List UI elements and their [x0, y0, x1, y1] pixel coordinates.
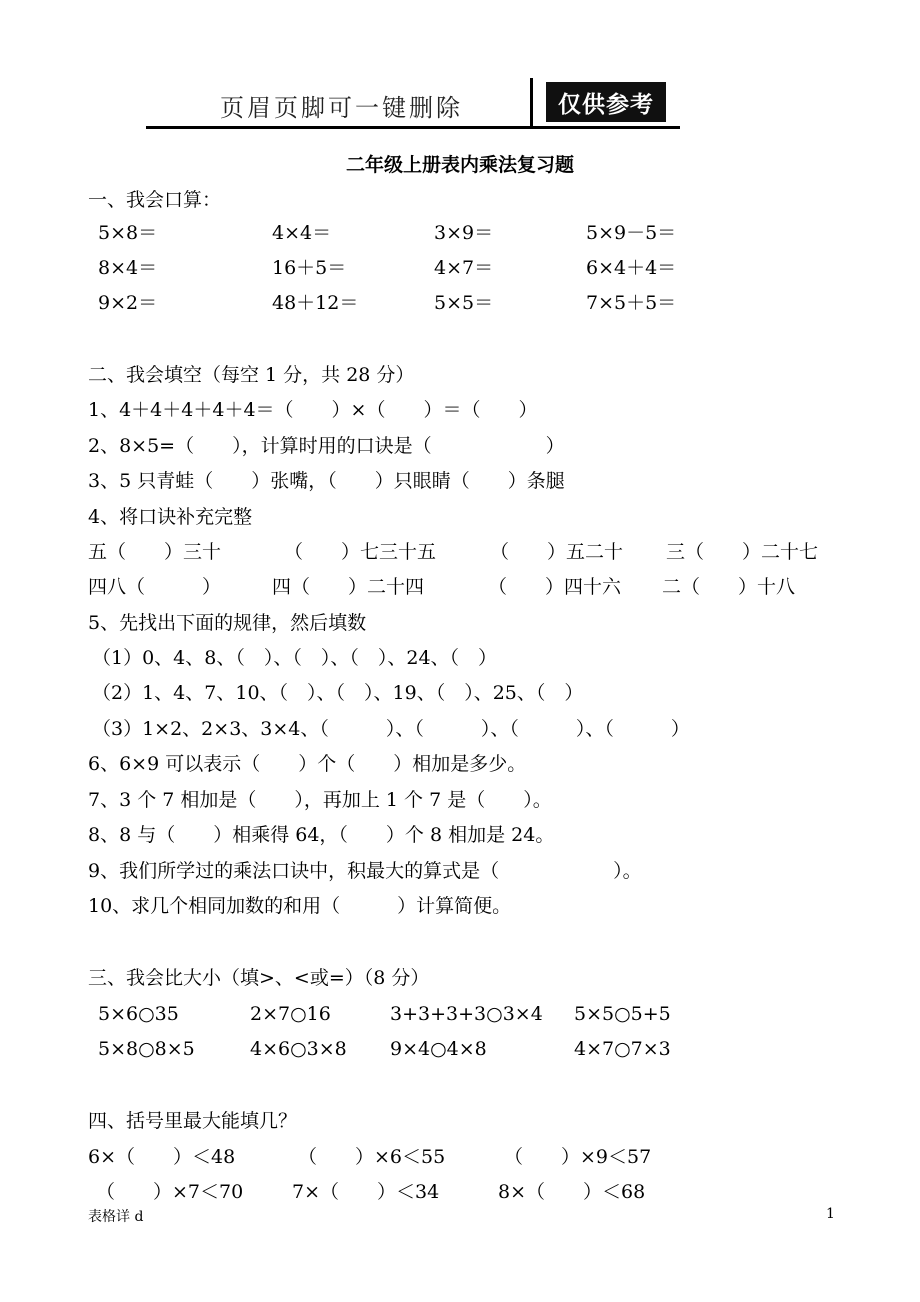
koujue-item: （ ）七三十五 — [284, 541, 437, 563]
fill-question: 4、将口诀补充完整 — [88, 506, 253, 528]
calc-item: 5×9－5＝ — [586, 222, 677, 244]
reference-badge: 仅供参考 — [546, 82, 666, 122]
section4-heading: 四、括号里最大能填几？ — [88, 1110, 298, 1132]
section1-heading: 一、我会口算： — [88, 189, 222, 211]
max-fill-item: （ ）×6＜55 — [298, 1146, 446, 1168]
fill-question: 6、6×9 可以表示（ ）个（ ）相加是多少。 — [88, 753, 527, 775]
compare-item: 5×5○5+5 — [574, 1003, 671, 1025]
fill-question: 1、4＋4＋4＋4＋4＝（ ）×（ ）＝（ ） — [88, 399, 538, 421]
pattern-row: （1）0、4、8、（ ）、（ ）、（ ）、24、（ ） — [92, 647, 498, 669]
compare-item: 5×8○8×5 — [98, 1038, 195, 1060]
koujue-item: 五（ ）三十 — [88, 541, 222, 563]
fill-question: 10、求几个相同加数的和用（ ）计算简便。 — [88, 895, 512, 917]
calc-item: 48＋12＝ — [272, 292, 359, 314]
koujue-item: 四八（ ） — [88, 576, 222, 598]
koujue-item: 四（ ）二十四 — [272, 576, 425, 598]
fill-question: 8、8 与（ ）相乘得 64，（ ）个 8 相加是 24。 — [88, 824, 555, 846]
fill-question: 3、5 只青蛙（ ）张嘴，（ ）只眼睛（ ）条腿 — [88, 470, 565, 492]
pattern-row: （2）1、4、7、10、（ ）、（ ）、19、（ ）、25、（ ） — [92, 682, 584, 704]
header-divider — [530, 78, 533, 126]
compare-item: 4×7○7×3 — [574, 1038, 671, 1060]
fill-question: 7、3 个 7 相加是（ ），再加上 1 个 7 是（ ）。 — [88, 789, 552, 811]
calc-item: 16＋5＝ — [272, 257, 347, 279]
fill-question: 2、8×5=（ ），计算时用的口诀是（ ） — [88, 435, 565, 457]
calc-item: 6×4＋4＝ — [586, 257, 677, 279]
fill-question: 9、我们所学过的乘法口诀中，积最大的算式是（ ）。 — [88, 860, 642, 882]
calc-item: 8×4＝ — [98, 257, 158, 279]
max-fill-item: 8×（ ）＜68 — [498, 1181, 646, 1203]
koujue-item: 三（ ）二十七 — [666, 541, 819, 563]
calc-item: 5×5＝ — [434, 292, 494, 314]
max-fill-item: 7×（ ）＜34 — [292, 1181, 440, 1203]
section2-heading: 二、我会填空（每空 1 分，共 28 分） — [88, 364, 415, 386]
fill-question: 5、先找出下面的规律，然后填数 — [88, 612, 367, 634]
header-text: 页眉页脚可一键删除 — [220, 94, 463, 122]
calc-item: 5×8＝ — [98, 222, 158, 244]
compare-item: 4×6○3×8 — [250, 1038, 347, 1060]
max-fill-item: （ ）×9＜57 — [504, 1146, 652, 1168]
page-number: 1 — [826, 1206, 835, 1222]
section3-heading: 三、我会比大小（填>、<或=）（8 分） — [88, 967, 430, 989]
pattern-row: （3）1×2、2×3、3×4、（ ）、（ ）、（ ）、（ ） — [92, 718, 690, 740]
max-fill-item: 6×（ ）＜48 — [88, 1146, 236, 1168]
calc-item: 4×4＝ — [272, 222, 332, 244]
koujue-item: 二（ ）十八 — [662, 576, 796, 598]
calc-item: 7×5＋5＝ — [586, 292, 677, 314]
max-fill-item: （ ）×7＜70 — [96, 1181, 244, 1203]
footer-label: 表格详 d — [88, 1209, 144, 1225]
compare-item: 3+3+3+3○3×4 — [390, 1003, 543, 1025]
koujue-item: （ ）五二十 — [490, 541, 624, 563]
compare-item: 5×6○35 — [98, 1003, 179, 1025]
compare-item: 2×7○16 — [250, 1003, 331, 1025]
page-title: 二年级上册表内乘法复习题 — [345, 154, 574, 176]
header-rule — [146, 126, 680, 129]
calc-item: 9×2＝ — [98, 292, 158, 314]
koujue-item: （ ）四十六 — [488, 576, 622, 598]
calc-item: 3×9＝ — [434, 222, 494, 244]
compare-item: 9×4○4×8 — [390, 1038, 487, 1060]
calc-item: 4×7＝ — [434, 257, 494, 279]
